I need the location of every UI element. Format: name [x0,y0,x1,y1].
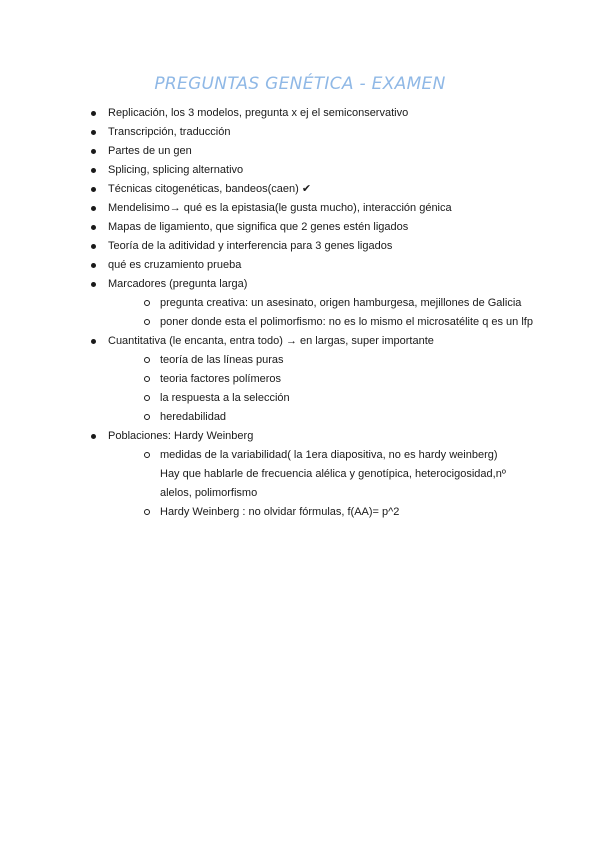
sublist-item-continuation: alelos, polimorfismo [160,487,258,499]
sublist-item [144,389,580,408]
list-item-text: Marcadores (pregunta larga) [108,278,248,290]
page-title: PREGUNTAS GENÉTICA - EXAMEN [154,74,446,94]
topic-list [90,104,580,522]
sublist-item [144,503,580,522]
list-item-text: Replicación, los 3 modelos, pregunta x ej el semiconservativo [108,107,409,119]
sublist-item-text: la respuesta a la selección [160,392,290,404]
sublist-item [144,294,580,313]
sublist-item-text: poner donde esta el polimorfismo: no es lo mismo el microsatélite q es un lfp [160,316,533,328]
sublist-quantitative [108,351,580,427]
sublist-item-text: Hardy Weinberg : no olvidar fórmulas, f(AA)= p^2 [160,506,400,518]
list-item-text: Teoría de la aditividad y interferencia para 3 genes ligados [108,240,393,252]
sublist-item-text: medidas de la variabilidad( la 1era diapositiva, no es hardy weinberg) [160,449,498,461]
list-item [90,104,580,123]
list-item-text: Splicing, splicing alternativo [108,164,244,176]
list-item [90,275,580,332]
list-item-text: Mapas de ligamiento, que significa que 2 genes estén ligados [108,221,409,233]
list-item-text: Mendelisimo→ qué es la epistasia(le gusta mucho), interacción génica [108,202,452,214]
list-item [90,256,580,275]
sublist-item-text: pregunta creativa: un asesinato, origen hamburgesa, mejillones de Galicia [160,297,522,309]
sublist-item-text: teoría de las líneas puras [160,354,284,366]
sublist-item [144,370,580,389]
list-item [90,218,580,237]
sublist-item [144,446,580,503]
sublist-markers [108,294,580,332]
sublist-populations [108,446,580,522]
list-item [90,180,580,199]
list-item-text: qué es cruzamiento prueba [108,259,242,271]
list-item-text: Transcripción, traducción [108,126,231,138]
sublist-item [144,351,580,370]
sublist-item [144,313,580,332]
sublist-item-text: heredabilidad [160,411,227,423]
list-item [90,123,580,142]
list-item-text: Técnicas citogenéticas, bandeos(caen) ✔ [108,183,312,195]
list-item-text: Cuantitativa (le encanta, entra todo) → en largas, super importante [108,335,434,347]
list-item [90,199,580,218]
list-item [90,161,580,180]
sublist-item-text: teoria factores polímeros [160,373,282,385]
list-item [90,332,580,427]
list-item [90,237,580,256]
list-item [90,142,580,161]
sublist-item [144,408,580,427]
list-item [90,427,580,522]
list-item-text: Poblaciones: Hardy Weinberg [108,430,254,442]
sublist-item-continuation: Hay que hablarle de frecuencia alélica y genotípica, heterocigosidad,nº [160,468,506,480]
list-item-text: Partes de un gen [108,145,192,157]
